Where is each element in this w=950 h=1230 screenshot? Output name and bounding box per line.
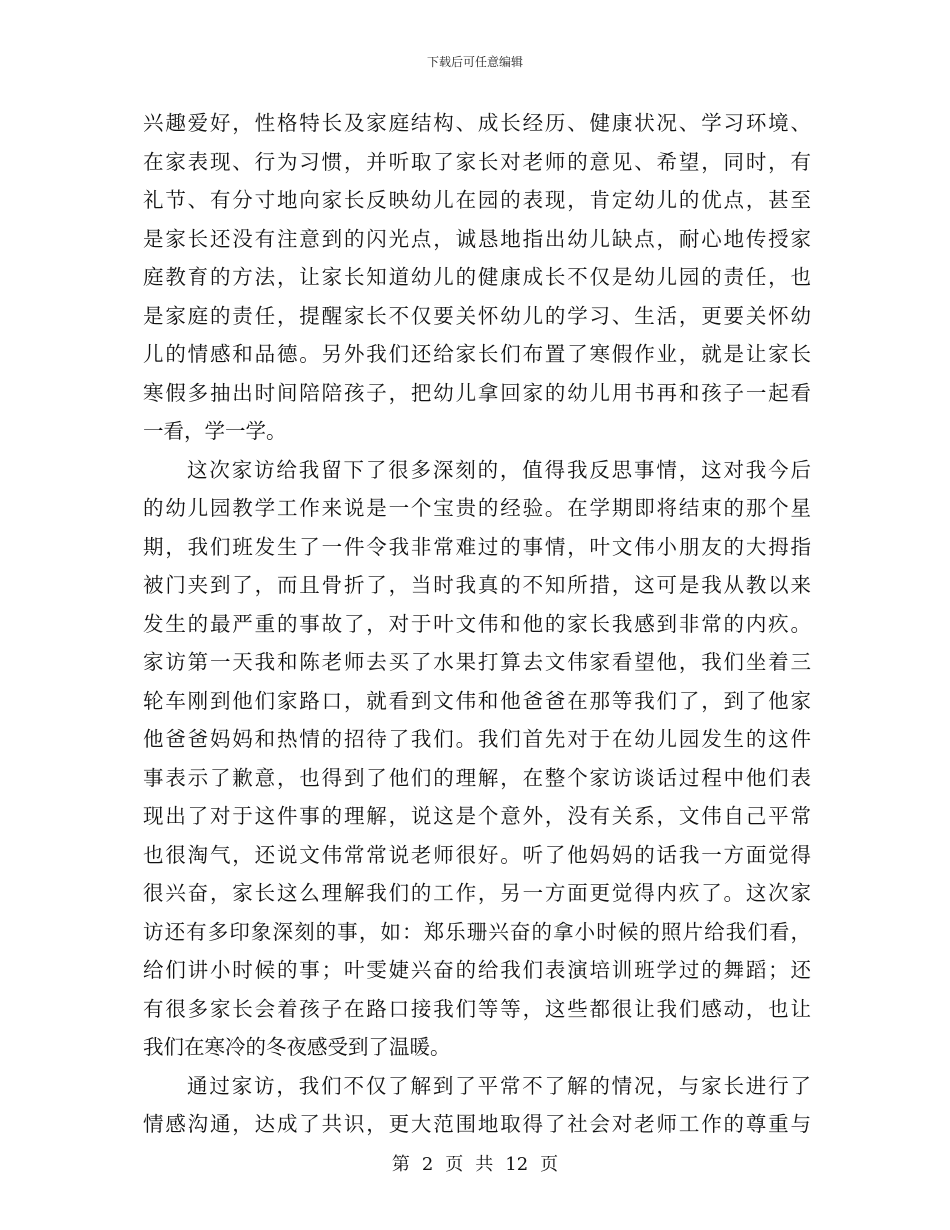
text-line: 有很多家长会着孩子在路口接我们等等，这些都很让我们感动，也让 xyxy=(143,996,811,1021)
text-line: 给们讲小时候的事；叶雯婕兴奋的给我们表演培训班学过的舞蹈；还 xyxy=(143,958,811,982)
text-line: 他爸爸妈妈和热情的招待了我们。我们首先对于在幼儿园发生的这件 xyxy=(143,727,811,751)
page-label-suffix: 页 xyxy=(540,1154,559,1175)
page-total-prefix: 共 xyxy=(475,1154,494,1175)
page-label-mid: 页 xyxy=(445,1154,464,1175)
paragraph-start-line: 通过家访，我们不仅了解到了平常不了解的情况，与家长进行了 xyxy=(187,1073,811,1098)
text-line: 我们在寒冷的冬夜感受到了温暖。 xyxy=(143,1035,451,1059)
text-line: 也很淘气，还说文伟常常说老师很好。听了他妈妈的话我一方面觉得 xyxy=(143,842,811,867)
text-line: 很兴奋，家长这么理解我们的工作，另一方面更觉得内疚了。这次家 xyxy=(143,881,811,905)
text-line: 兴趣爱好，性格特长及家庭结构、成长经历、健康状况、学习环境、 xyxy=(143,111,811,135)
text-line: 一看，学一学。 xyxy=(143,419,287,443)
text-line: 期，我们班发生了一件令我非常难过的事情，叶文伟小朋友的大拇指 xyxy=(143,534,811,559)
document-body xyxy=(143,104,811,1144)
text-line: 在家表现、行为习惯，并听取了家长对老师的意见、希望，同时，有 xyxy=(143,149,811,174)
text-line: 是家庭的责任，提醒家长不仅要关怀幼儿的学习、生活，更要关怀幼 xyxy=(143,303,811,328)
text-line: 事表示了歉意，也得到了他们的理解，在整个家访谈话过程中他们表 xyxy=(143,765,811,790)
text-line: 礼节、有分寸地向家长反映幼儿在园的表现，肯定幼儿的优点，甚至 xyxy=(143,188,811,212)
text-line: 儿的情感和品德。另外我们还给家长们布置了寒假作业，就是让家长 xyxy=(143,342,811,366)
page-label-prefix: 第 xyxy=(391,1154,410,1175)
page-header: 下载后可任意编辑 xyxy=(426,55,523,69)
text-line: 访还有多印象深刻的事，如：郑乐珊兴奋的拿小时候的照片给我们看， xyxy=(143,919,811,944)
text-line: 的幼儿园教学工作来说是一个宝贵的经验。在学期即将结束的那个星 xyxy=(143,496,811,520)
text-line: 现出了对于这件事的理解，说这是个意外，没有关系，文伟自己平常 xyxy=(143,804,811,828)
text-line: 庭教育的方法，让家长知道幼儿的健康成长不仅是幼儿园的责任，也 xyxy=(143,265,811,289)
text-line: 发生的最严重的事故了，对于叶文伟和他的家长我感到非常的内疚。 xyxy=(143,611,811,636)
page-total: 12 xyxy=(505,1154,529,1175)
text-line: 家访第一天我和陈老师去买了水果打算去文伟家看望他，我们坐着三 xyxy=(143,650,811,674)
paragraph-start-line: 这次家访给我留下了很多深刻的，值得我反思事情，这对我今后 xyxy=(187,457,811,482)
page-footer xyxy=(0,1154,950,1176)
text-line: 寒假多抽出时间陪陪孩子，把幼儿拿回家的幼儿用书再和孩子一起看 xyxy=(143,380,811,405)
text-line: 被门夹到了，而且骨折了，当时我真的不知所措，这可是我从教以来 xyxy=(143,573,811,597)
text-line: 轮车刚到他们家路口，就看到文伟和他爸爸在那等我们了，到了他家 xyxy=(143,688,811,713)
text-line: 情感沟通，达成了共识，更大范围地取得了社会对老师工作的尊重与 xyxy=(143,1112,811,1136)
page-number: 2 xyxy=(421,1154,434,1175)
text-line: 是家长还没有注意到的闪光点，诚恳地指出幼儿缺点，耐心地传授家 xyxy=(143,226,811,251)
